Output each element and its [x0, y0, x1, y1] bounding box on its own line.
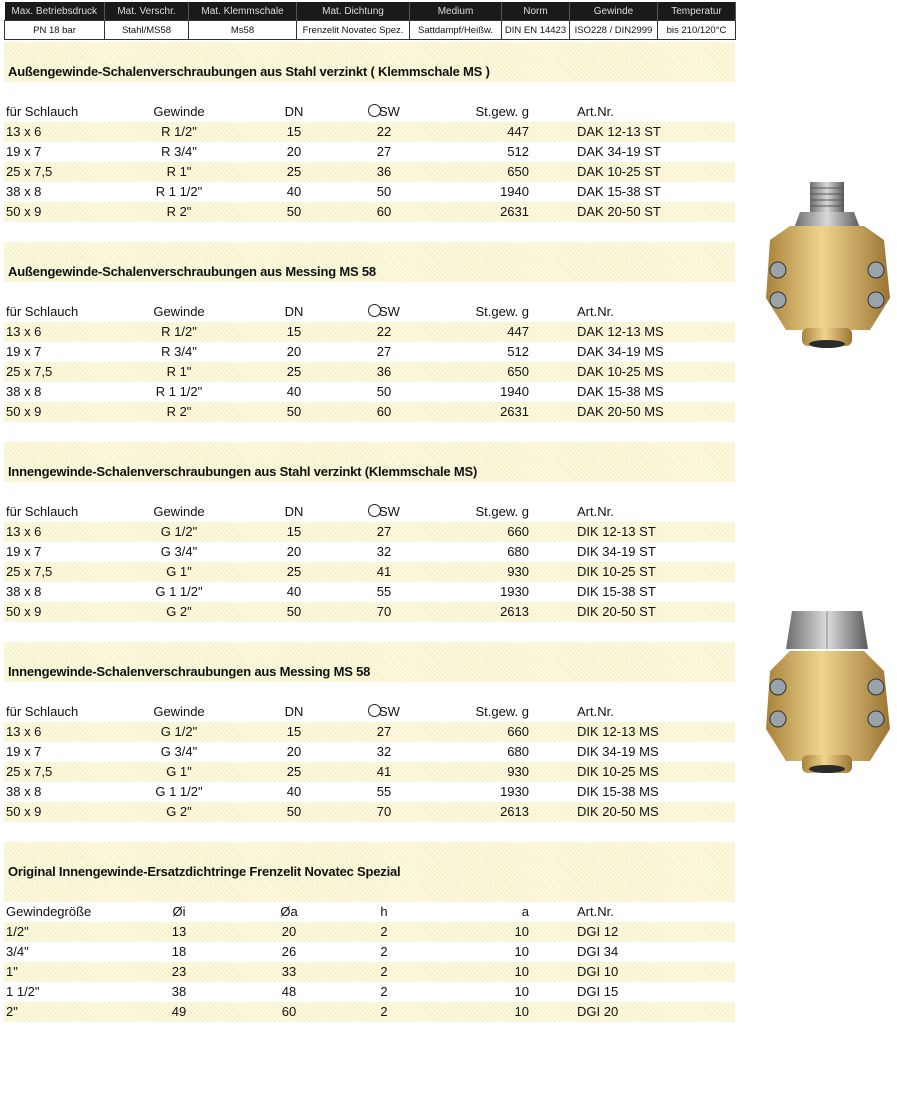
- table-cell: 48: [281, 984, 297, 999]
- spec-value-cell: Sattdampf/Heißw.: [410, 21, 502, 40]
- column-label: SW: [379, 704, 400, 719]
- male-fitting-icon: [760, 178, 895, 353]
- column-header: St.gew. g: [475, 504, 529, 519]
- female-fitting-icon: [760, 605, 895, 780]
- spec-header-cell: Norm: [502, 2, 570, 21]
- table-cell: 38: [171, 984, 187, 999]
- table-cell: 13: [171, 924, 187, 939]
- spec-header-cell: Temperatur: [658, 2, 736, 21]
- table-cell: G 1/2": [160, 724, 198, 739]
- table-cell: 40: [286, 384, 302, 399]
- table-cell: 10: [514, 964, 529, 979]
- table-cell: R 3/4": [161, 144, 197, 159]
- column-header: Art.Nr.: [577, 304, 614, 319]
- table-cell: 1 1/2": [6, 984, 40, 999]
- table-cell: 25 x 7,5: [6, 564, 53, 579]
- table-cell: DAK 20-50 MS: [577, 404, 664, 419]
- column-header: Gewindegröße: [6, 904, 92, 919]
- column-header: DN: [284, 304, 304, 319]
- table-row: [4, 382, 735, 402]
- table-cell: 55: [376, 584, 392, 599]
- table-cell: 1": [6, 964, 18, 979]
- column-header: Art.Nr.: [577, 904, 614, 919]
- table-cell: R 1": [166, 164, 192, 179]
- table-cell: 41: [376, 764, 392, 779]
- table-cell: DAK 15-38 MS: [577, 384, 664, 399]
- table-cell: 50: [286, 404, 302, 419]
- table-cell: 25: [286, 764, 302, 779]
- table-cell: 60: [376, 204, 392, 219]
- table-row: [4, 742, 735, 762]
- table-cell: 38 x 8: [6, 184, 42, 199]
- section-title-row: [4, 262, 735, 282]
- spec-value-cell: PN 18 bar: [5, 21, 105, 40]
- table-row: [4, 602, 735, 622]
- table-cell: 2631: [500, 404, 529, 419]
- table-cell: DAK 34-19 ST: [577, 144, 661, 159]
- table-row: [4, 962, 735, 982]
- column-header: Gewinde: [153, 704, 205, 719]
- table-cell: DIK 34-19 ST: [577, 544, 656, 559]
- table-cell: 2": [6, 1004, 18, 1019]
- table-cell: DAK 34-19 MS: [577, 344, 664, 359]
- table-cell: DGI 12: [577, 924, 619, 939]
- table-cell: DAK 20-50 ST: [577, 204, 661, 219]
- table-cell: DAK 15-38 ST: [577, 184, 661, 199]
- table-cell: 1930: [500, 584, 529, 599]
- table-cell: 22: [376, 324, 392, 339]
- table-cell: 19 x 7: [6, 344, 42, 359]
- table-cell: 40: [286, 584, 302, 599]
- table-cell: 25: [286, 364, 302, 379]
- table-row: [4, 942, 735, 962]
- table-row: [4, 162, 735, 182]
- table-row: [4, 982, 735, 1002]
- table-cell: R 2": [166, 404, 192, 419]
- table-cell: G 2": [166, 604, 192, 619]
- column-header: St.gew. g: [475, 104, 529, 119]
- column-header: [334, 304, 434, 320]
- table-cell: G 1 1/2": [155, 584, 203, 599]
- table-cell: R 1/2": [161, 124, 197, 139]
- table-cell: 32: [376, 544, 392, 559]
- table-row: [4, 1002, 735, 1022]
- spacer-row: [4, 422, 735, 442]
- table-cell: 50: [286, 804, 302, 819]
- table-cell: 19 x 7: [6, 544, 42, 559]
- table-cell: 660: [507, 524, 529, 539]
- table-cell: 50 x 9: [6, 604, 42, 619]
- column-header: DN: [284, 704, 304, 719]
- table-cell: DIK 15-38 ST: [577, 584, 656, 599]
- table-cell: 15: [286, 524, 302, 539]
- table-cell: 32: [376, 744, 392, 759]
- spec-value-cell: Frenzelit Novatec Spez.: [297, 21, 410, 40]
- female-fitting-photo: [760, 605, 895, 780]
- table-cell: 10: [514, 1004, 529, 1019]
- table-cell: 50 x 9: [6, 204, 42, 219]
- table-cell: 13 x 6: [6, 324, 42, 339]
- column-header: St.gew. g: [475, 704, 529, 719]
- table-cell: G 1/2": [160, 524, 198, 539]
- table-cell: 27: [376, 524, 392, 539]
- column-header: Øi: [172, 904, 186, 919]
- table-row: [4, 562, 735, 582]
- column-header: [334, 704, 434, 720]
- table-cell: 33: [281, 964, 297, 979]
- table-cell: 20: [286, 344, 302, 359]
- spacer-row: [4, 642, 735, 662]
- table-cell: 15: [286, 724, 302, 739]
- column-header: Art.Nr.: [577, 504, 614, 519]
- table-row: [4, 722, 735, 742]
- table-cell: 1/2": [6, 924, 29, 939]
- column-header: Art.Nr.: [577, 104, 614, 119]
- table-cell: R 1 1/2": [155, 384, 203, 399]
- table-cell: 50: [286, 604, 302, 619]
- table-row: [4, 362, 735, 382]
- column-header-row: [4, 502, 735, 522]
- table-row: [4, 922, 735, 942]
- column-header: für Schlauch: [6, 704, 79, 719]
- table-cell: DAK 10-25 MS: [577, 364, 664, 379]
- table-cell: DIK 10-25 ST: [577, 564, 656, 579]
- spec-header-cell: Mat. Klemmschale: [189, 2, 297, 21]
- column-header: Øa: [280, 904, 298, 919]
- table-cell: DIK 10-25 MS: [577, 764, 659, 779]
- spacer-row: [4, 222, 735, 242]
- table-cell: 680: [507, 744, 529, 759]
- table-cell: R 1/2": [161, 324, 197, 339]
- table-cell: G 1": [166, 564, 192, 579]
- table-cell: DGI 10: [577, 964, 619, 979]
- spacer-row: [4, 622, 735, 642]
- spec-header-cell: Mat. Verschr.: [105, 2, 189, 21]
- column-header: a: [521, 904, 529, 919]
- table-cell: 2: [380, 1004, 388, 1019]
- table-cell: 60: [376, 404, 392, 419]
- table-cell: 38 x 8: [6, 784, 42, 799]
- column-header: Gewinde: [153, 504, 205, 519]
- table-row: [4, 542, 735, 562]
- table-row: [4, 802, 735, 822]
- table-cell: 70: [376, 604, 392, 619]
- table-cell: 2613: [500, 604, 529, 619]
- spacer-row: [4, 842, 735, 862]
- spacer-row: [4, 882, 735, 902]
- column-label: SW: [379, 104, 400, 119]
- table-cell: 20: [286, 544, 302, 559]
- spec-header-cell: Max. Betriebsdruck: [5, 2, 105, 21]
- table-cell: 512: [507, 144, 529, 159]
- column-header-row: [4, 902, 735, 922]
- table-cell: DGI 34: [577, 944, 619, 959]
- table-row: [4, 342, 735, 362]
- spec-value-cell: Stahl/MS58: [105, 21, 189, 40]
- table-cell: 15: [286, 324, 302, 339]
- column-header: Gewinde: [153, 304, 205, 319]
- column-header-row: [4, 302, 735, 322]
- table-cell: G 3/4": [160, 544, 198, 559]
- table-cell: 19 x 7: [6, 144, 42, 159]
- table-cell: 18: [171, 944, 187, 959]
- table-cell: 50: [376, 384, 392, 399]
- table-cell: 2631: [500, 204, 529, 219]
- table-cell: 50: [286, 204, 302, 219]
- spacer-row: [4, 822, 735, 842]
- table-cell: 50: [376, 184, 392, 199]
- table-cell: 10: [514, 984, 529, 999]
- spacer-row: [4, 442, 735, 462]
- section-title: Innengewinde-Schalenverschraubungen aus Stahl verzinkt (Klemmschale MS): [8, 464, 478, 479]
- spec-table: [4, 2, 736, 40]
- table-cell: 38 x 8: [6, 384, 42, 399]
- column-header: St.gew. g: [475, 304, 529, 319]
- section-title: Original Innengewinde-Ersatzdichtringe Frenzelit Novatec Spezial: [8, 864, 401, 879]
- table-cell: R 2": [166, 204, 192, 219]
- section-title-row: [4, 862, 735, 882]
- column-label: SW: [379, 504, 400, 519]
- table-row: [4, 402, 735, 422]
- table-cell: 650: [507, 364, 529, 379]
- table-row: [4, 762, 735, 782]
- table-cell: 40: [286, 184, 302, 199]
- spec-header-cell: Medium: [410, 2, 502, 21]
- table-cell: 27: [376, 344, 392, 359]
- table-cell: 447: [507, 324, 529, 339]
- section-title-row: [4, 462, 735, 482]
- table-cell: 13 x 6: [6, 724, 42, 739]
- table-cell: 930: [507, 564, 529, 579]
- table-cell: DIK 20-50 ST: [577, 604, 656, 619]
- table-cell: 36: [376, 364, 392, 379]
- table-cell: 20: [286, 744, 302, 759]
- table-row: [4, 782, 735, 802]
- spec-header-cell: Mat. Dichtung: [297, 2, 410, 21]
- table-cell: 660: [507, 724, 529, 739]
- column-header: [334, 504, 434, 520]
- section-title: Innengewinde-Schalenverschraubungen aus Messing MS 58: [8, 664, 371, 679]
- table-cell: 49: [171, 1004, 187, 1019]
- table-row: [4, 122, 735, 142]
- table-cell: 55: [376, 784, 392, 799]
- table-cell: 25 x 7,5: [6, 364, 53, 379]
- spacer-row: [4, 282, 735, 302]
- table-cell: R 1": [166, 364, 192, 379]
- spec-value-row: [5, 21, 736, 40]
- table-cell: DIK 34-19 MS: [577, 744, 659, 759]
- table-cell: DAK 12-13 ST: [577, 124, 661, 139]
- table-cell: DAK 10-25 ST: [577, 164, 661, 179]
- column-header: für Schlauch: [6, 304, 79, 319]
- section-title-row: [4, 662, 735, 682]
- table-cell: 26: [281, 944, 297, 959]
- table-row: [4, 202, 735, 222]
- table-cell: DAK 12-13 MS: [577, 324, 664, 339]
- table-row: [4, 582, 735, 602]
- table-cell: 23: [171, 964, 187, 979]
- spacer-row: [4, 482, 735, 502]
- table-cell: DGI 20: [577, 1004, 619, 1019]
- table-cell: G 1 1/2": [155, 784, 203, 799]
- spacer-row: [4, 82, 735, 102]
- table-cell: 3/4": [6, 944, 29, 959]
- table-cell: 22: [376, 124, 392, 139]
- table-cell: R 1 1/2": [155, 184, 203, 199]
- table-cell: 60: [281, 1004, 297, 1019]
- table-cell: 447: [507, 124, 529, 139]
- table-cell: DIK 12-13 ST: [577, 524, 656, 539]
- column-header: [334, 104, 434, 120]
- column-label: SW: [379, 304, 400, 319]
- spec-value-cell: ISO228 / DIN2999: [570, 21, 658, 40]
- table-cell: 1930: [500, 784, 529, 799]
- table-cell: DIK 12-13 MS: [577, 724, 659, 739]
- table-cell: 1940: [500, 384, 529, 399]
- table-row: [4, 142, 735, 162]
- male-fitting-photo: [760, 178, 895, 353]
- column-header: für Schlauch: [6, 504, 79, 519]
- table-cell: 41: [376, 564, 392, 579]
- table-cell: 13 x 6: [6, 124, 42, 139]
- table-cell: 25: [286, 564, 302, 579]
- column-header: h: [380, 904, 388, 919]
- table-cell: 1940: [500, 184, 529, 199]
- column-header: DN: [284, 104, 304, 119]
- table-cell: 13 x 6: [6, 524, 42, 539]
- spec-value-cell: DIN EN 14423: [502, 21, 570, 40]
- table-cell: 2613: [500, 804, 529, 819]
- table-cell: 25: [286, 164, 302, 179]
- table-cell: 25 x 7,5: [6, 764, 53, 779]
- table-cell: G 3/4": [160, 744, 198, 759]
- column-header-row: [4, 702, 735, 722]
- spec-value-cell: bis 210/120°C: [658, 21, 736, 40]
- table-row: [4, 522, 735, 542]
- table-cell: 20: [281, 924, 297, 939]
- table-cell: 40: [286, 784, 302, 799]
- table-cell: DIK 20-50 MS: [577, 804, 659, 819]
- table-cell: 2: [380, 984, 388, 999]
- table-cell: DGI 15: [577, 984, 619, 999]
- column-header: DN: [284, 504, 304, 519]
- spacer-row: [4, 42, 735, 62]
- table-cell: 70: [376, 804, 392, 819]
- table-cell: 10: [514, 944, 529, 959]
- table-cell: 36: [376, 164, 392, 179]
- table-cell: 19 x 7: [6, 744, 42, 759]
- spec-value-cell: Ms58: [189, 21, 297, 40]
- table-cell: 25 x 7,5: [6, 164, 53, 179]
- table-cell: 15: [286, 124, 302, 139]
- table-cell: 512: [507, 344, 529, 359]
- table-cell: 680: [507, 544, 529, 559]
- spacer-row: [4, 682, 735, 702]
- section-title: Außengewinde-Schalenverschraubungen aus Stahl verzinkt ( Klemmschale MS ): [8, 64, 490, 79]
- section-title-row: [4, 62, 735, 82]
- table-cell: 50 x 9: [6, 404, 42, 419]
- column-header: Gewinde: [153, 104, 205, 119]
- table-cell: 2: [380, 924, 388, 939]
- table-cell: 50 x 9: [6, 804, 42, 819]
- table-cell: 930: [507, 764, 529, 779]
- spec-header-row: [5, 2, 736, 21]
- table-row: [4, 322, 735, 342]
- table-cell: R 3/4": [161, 344, 197, 359]
- table-cell: 27: [376, 724, 392, 739]
- table-cell: 20: [286, 144, 302, 159]
- table-row: [4, 182, 735, 202]
- table-cell: 10: [514, 924, 529, 939]
- table-cell: 38 x 8: [6, 584, 42, 599]
- column-header: für Schlauch: [6, 104, 79, 119]
- table-cell: 650: [507, 164, 529, 179]
- column-header-row: [4, 102, 735, 122]
- section-title: Außengewinde-Schalenverschraubungen aus Messing MS 58: [8, 264, 376, 279]
- table-cell: 2: [380, 944, 388, 959]
- spec-header-cell: Gewinde: [570, 2, 658, 21]
- column-header: Art.Nr.: [577, 704, 614, 719]
- table-cell: G 1": [166, 764, 192, 779]
- table-cell: 2: [380, 964, 388, 979]
- table-cell: 27: [376, 144, 392, 159]
- table-cell: DIK 15-38 MS: [577, 784, 659, 799]
- table-cell: G 2": [166, 804, 192, 819]
- spacer-row: [4, 242, 735, 262]
